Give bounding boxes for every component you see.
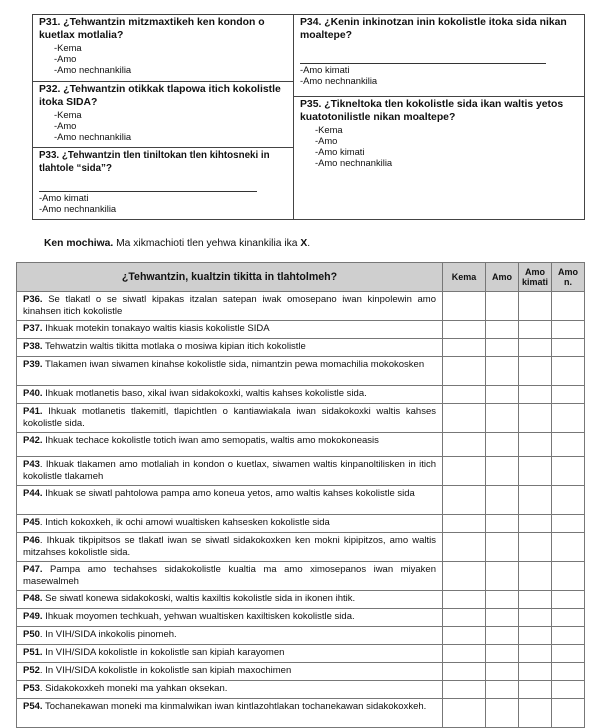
checkbox-kema[interactable] [443,486,486,515]
statement-text: . In VIH/SIDA inkokolis pinomeh. [39,629,177,640]
checkbox-amo-n[interactable] [552,292,585,321]
option-kema[interactable]: -Kema [54,109,82,120]
checkbox-amo-n[interactable] [552,404,585,433]
statement-cell [17,486,443,515]
option-amo-kimati[interactable]: -Amo kimati [300,64,350,75]
question-number: P53 [23,683,40,694]
statement-text: . Sidakokoxkeh moneki ma yahkan oksekan. [39,683,228,694]
checkbox-amo-kimati[interactable] [519,645,552,663]
checkbox-kema[interactable] [443,645,486,663]
agreement-table [16,262,585,728]
table-row [17,533,585,562]
question-p34 [294,15,585,97]
checkbox-amo[interactable] [486,515,519,533]
question-number: P40. [23,388,43,399]
question-number: P52 [23,665,40,676]
statement-cell [17,457,443,486]
option-amo-nechnankilia[interactable]: -Amo nechnankilia [54,131,132,142]
checkbox-amo[interactable] [486,457,519,486]
header-question: ¿Tehwantzin, kualtzin tikitta in tlahtolmeh? [17,263,443,292]
table-row [17,404,585,433]
checkbox-amo-kimati[interactable] [519,292,552,321]
checkbox-amo[interactable] [486,339,519,357]
table-row [17,663,585,681]
question-title: P32. ¿Tehwantzin otikkak tlapowa itich kokolistle itoka SIDA? [39,84,281,108]
table-row [17,292,585,321]
table-row [17,627,585,645]
statement-cell [17,562,443,591]
checkbox-amo-kimati[interactable] [519,515,552,533]
checkbox-amo-kimati[interactable] [519,433,552,457]
statement-text: Ihkuak moyomen techkuah, yehwan wualtisken kaxiltisken kokolistle sida. [42,611,355,622]
checkbox-amo[interactable] [486,321,519,339]
option-amo[interactable]: -Amo [315,135,338,146]
statement-cell [17,339,443,357]
table-row [17,321,585,339]
statement-text: Tlakamen iwan siwamen kinahse kokolistle sida, nimantzin pewa momachilia mokokosken [42,359,425,370]
checkbox-amo[interactable] [486,433,519,457]
statement-cell [17,591,443,609]
question-number: P38. [23,341,43,352]
checkbox-amo[interactable] [486,357,519,386]
option-amo-nechnankilia[interactable]: -Amo nechnankilia [54,64,132,75]
checkbox-amo-kimati[interactable] [519,681,552,699]
option-amo-nechnankilia[interactable]: -Amo nechnankilia [39,203,117,214]
checkbox-amo[interactable] [486,562,519,591]
question-p32 [33,82,294,148]
statement-text: . Ihkuak tlakamen amo motlaliah in kondon o kuetlax, siwamen waltis kinpanoltilisken in itich kokolistle tlakameh [23,459,436,482]
checkbox-kema[interactable] [443,562,486,591]
checkbox-amo-kimati[interactable] [519,321,552,339]
checkbox-amo[interactable] [486,645,519,663]
checkbox-amo-kimati[interactable] [519,386,552,404]
statement-cell [17,533,443,562]
table-row [17,699,585,728]
checkbox-amo-kimati[interactable] [519,591,552,609]
statement-text: Se tlakatl o se siwatl kipakas itzalan satepan iwak omosepano iwan kinpolewin amo kinahsen itich kokolistle [23,294,436,317]
statement-cell [17,292,443,321]
statement-cell [17,515,443,533]
checkbox-amo-n[interactable] [552,321,585,339]
statement-text: Ihkuak motlanetis tlakemitl, tlapichtlen o kantiawiakala iwan sidakokoxki waltis kahses kokolistle sida. [23,406,436,429]
checkbox-kema[interactable] [443,591,486,609]
question-number: P47. [23,564,43,575]
table-row [17,591,585,609]
question-number: P45 [23,517,40,528]
checkbox-amo-n[interactable] [552,433,585,457]
checkbox-kema[interactable] [443,627,486,645]
statement-text: Ihkuak motlanetis baso, xikal iwan sidakokoxki, waltis kahses kokolistle sida. [42,388,367,399]
statement-text: Tehwatzin waltis tikitta motlaka o mosiwa kipian itich kokolistle [42,341,306,352]
questions-grid [32,14,585,220]
option-amo[interactable]: -Amo [54,53,77,64]
checkbox-kema[interactable] [443,533,486,562]
table-row [17,681,585,699]
question-p35 [294,97,585,220]
checkbox-amo-n[interactable] [552,515,585,533]
checkbox-amo-n[interactable] [552,627,585,645]
option-amo[interactable]: -Amo [54,120,77,131]
checkbox-kema[interactable] [443,339,486,357]
table-header-row [17,263,585,292]
statement-cell [17,645,443,663]
question-number: P42. [23,435,43,446]
checkbox-amo-n[interactable] [552,645,585,663]
checkbox-amo-n[interactable] [552,681,585,699]
table-row [17,386,585,404]
checkbox-amo[interactable] [486,292,519,321]
checkbox-amo-n[interactable] [552,486,585,515]
instruction [44,238,310,249]
question-number: P48. [23,593,43,604]
question-number: P46 [23,535,40,546]
checkbox-kema[interactable] [443,433,486,457]
checkbox-kema[interactable] [443,699,486,728]
table-row [17,609,585,627]
option-amo-kimati[interactable]: -Amo kimati [315,146,365,157]
checkbox-amo-n[interactable] [552,699,585,728]
checkbox-kema[interactable] [443,404,486,433]
checkbox-amo[interactable] [486,486,519,515]
table-row [17,339,585,357]
statement-text: Ihkuak motekin tonakayo waltis kiasis kokolistle SIDA [42,323,270,334]
checkbox-kema[interactable] [443,292,486,321]
statement-cell [17,386,443,404]
checkbox-kema[interactable] [443,515,486,533]
question-title: P31. ¿Tehwantzin mitzmaxtikeh ken kondon o kuetlax motlalia? [39,17,265,41]
checkbox-amo[interactable] [486,663,519,681]
checkbox-amo-n[interactable] [552,457,585,486]
checkbox-amo-kimati[interactable] [519,339,552,357]
question-number: P37. [23,323,43,334]
option-amo-kimati[interactable]: -Amo kimati [39,192,89,203]
question-number: P49. [23,611,43,622]
table-row [17,515,585,533]
checkbox-kema[interactable] [443,386,486,404]
statement-cell [17,404,443,433]
statement-text: Ihkuak se siwatl pahtolowa pampa amo koneua yetos, amo waltis kahses kokolistle sida [42,488,415,499]
statement-text: . Ihkuak tikpipitsos se tlakatl iwan se siwatl sidakokoxken ken mokni kipipitzos, amo waltis mitzahses kokolistle sida. [23,535,436,558]
checkbox-amo-kimati[interactable] [519,609,552,627]
option-amo-nechnankilia[interactable]: -Amo nechnankilia [315,157,393,168]
statement-text: In VIH/SIDA kokolistle in kokolistle san kipiah karayomen [42,647,285,658]
option-kema[interactable]: -Kema [54,42,82,53]
instruction-bold: Ken mochiwa. [44,238,114,249]
checkbox-kema[interactable] [443,357,486,386]
statement-cell [17,357,443,386]
checkbox-amo[interactable] [486,609,519,627]
statement-cell [17,681,443,699]
instruction-mark: X [300,238,308,249]
question-number: P41. [23,406,43,417]
checkbox-kema[interactable] [443,457,486,486]
checkbox-amo-n[interactable] [552,533,585,562]
question-number: P51. [23,647,43,658]
table-row [17,433,585,457]
instruction-text: Ma xikmachioti tlen yehwa kinankilia ika [113,238,301,249]
checkbox-amo-n[interactable] [552,663,585,681]
checkbox-amo-kimati[interactable] [519,663,552,681]
question-number: P50 [23,629,40,640]
checkbox-kema[interactable] [443,681,486,699]
question-number: P39. [23,359,43,370]
question-number: P43 [23,459,40,470]
checkbox-amo-kimati[interactable] [519,357,552,386]
statement-cell [17,321,443,339]
checkbox-amo-n[interactable] [552,591,585,609]
statement-cell [17,699,443,728]
question-title: P34. ¿Kenin inkinotzan inin kokolistle itoka sida nikan moaltepe? [300,17,567,41]
checkbox-amo-kimati[interactable] [519,404,552,433]
checkbox-amo[interactable] [486,386,519,404]
checkbox-amo-n[interactable] [552,609,585,627]
question-number: P44. [23,488,43,499]
statement-text: Ihkuak techace kokolistle totich iwan amo semopatis, waltis amo mokokoneasis [42,435,379,446]
statement-text: . In VIH/SIDA kokolistle in kokolistle san kipiah maxochimen [39,665,292,676]
instruction-end: . [307,238,311,249]
header-amo: Amo [486,263,519,292]
checkbox-amo-kimati[interactable] [519,486,552,515]
table-row [17,562,585,591]
option-amo-nechnankilia[interactable]: -Amo nechnankilia [300,75,378,86]
table-row [17,457,585,486]
statement-text: . Intich kokoxkeh, ik ochi amowi wualtisken kahsesken kokolistle sida [39,517,330,528]
statement-cell [17,609,443,627]
checkbox-amo-n[interactable] [552,339,585,357]
question-p31 [33,15,294,82]
checkbox-kema[interactable] [443,663,486,681]
table-row [17,486,585,515]
checkbox-amo[interactable] [486,699,519,728]
header-amo-kimati: Amo kimati [519,263,552,292]
table-row [17,645,585,663]
checkbox-amo-n[interactable] [552,357,585,386]
checkbox-amo-n[interactable] [552,386,585,404]
statement-cell [17,663,443,681]
checkbox-amo[interactable] [486,591,519,609]
question-number: P54. [23,701,43,712]
question-p33 [33,148,294,220]
statement-cell [17,627,443,645]
statement-cell [17,433,443,457]
checkbox-amo-kimati[interactable] [519,533,552,562]
checkbox-amo[interactable] [486,404,519,433]
option-kema[interactable]: -Kema [315,124,343,135]
statement-text: Se siwatl konewa sidakokoski, waltis kaxiltis kokolistle sida in ikonen ihtik. [42,593,356,604]
checkbox-amo[interactable] [486,627,519,645]
header-amo-n: Amo n. [552,263,585,292]
checkbox-amo-kimati[interactable] [519,699,552,728]
statement-text: Tochanekawan moneki ma kinmalwikan iwan kintlazohtlakan tochanekawan sidakokoxkeh. [42,701,427,712]
checkbox-amo-n[interactable] [552,562,585,591]
checkbox-amo-kimati[interactable] [519,627,552,645]
question-title: P35. ¿Tikneltoka tlen kokolistle sida ikan waltis yetos kuatotonilistle nikan moaltepe? [300,99,564,123]
checkbox-amo[interactable] [486,533,519,562]
checkbox-amo-kimati[interactable] [519,562,552,591]
question-title: P33. ¿Tehwantzin tlen tiniltokan tlen kihtosneki in tlahtole “sida”? [39,150,270,174]
checkbox-amo[interactable] [486,681,519,699]
checkbox-kema[interactable] [443,321,486,339]
header-kema: Kema [443,263,486,292]
question-number: P36. [23,294,43,305]
statement-text: Pampa amo techahses sidakokolistle kualtia ma amo ximosepanos iwan miyaken masewalmeh [23,564,436,587]
checkbox-amo-kimati[interactable] [519,457,552,486]
table-row [17,357,585,386]
checkbox-kema[interactable] [443,609,486,627]
